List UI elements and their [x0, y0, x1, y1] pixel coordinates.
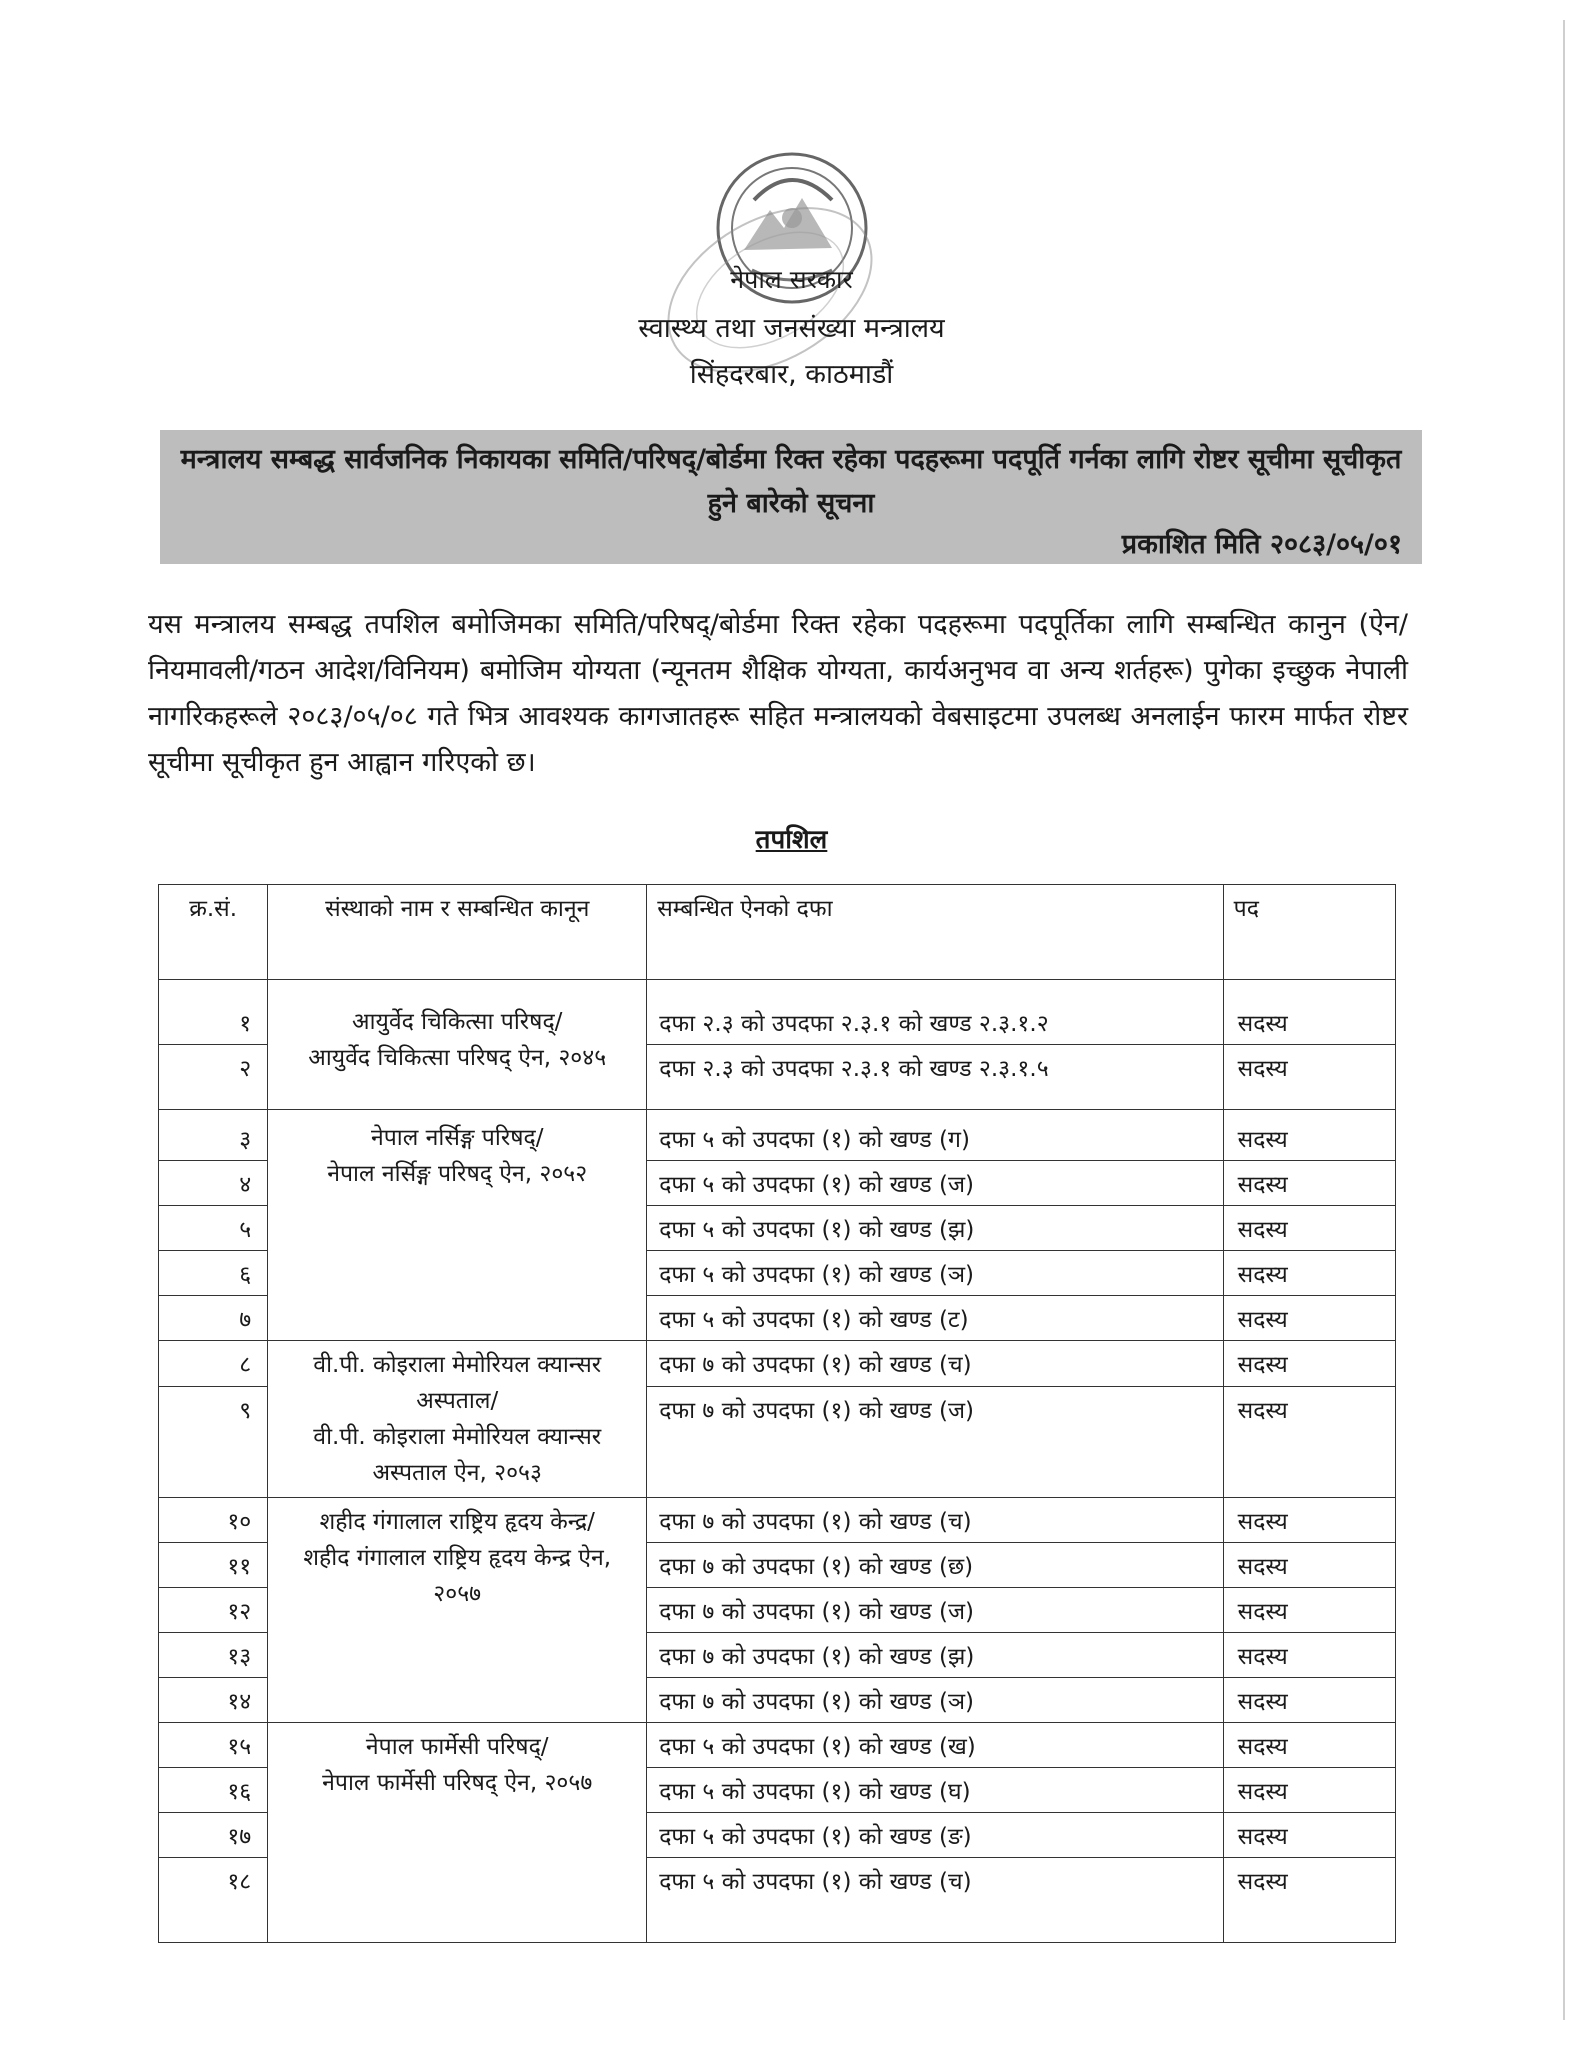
ministry-address: सिंहदरबार, काठमाडौं [689, 359, 894, 390]
organization-line: वी.पी. कोइराला मेमोरियल क्यान्सर [313, 1424, 602, 1450]
row-serial-number: १५ [159, 1723, 268, 1768]
row-serial-number: २ [159, 1045, 268, 1110]
organization-cell [268, 1723, 647, 1943]
row-serial-number: १० [159, 1498, 268, 1543]
row-serial-number: १७ [159, 1813, 268, 1858]
row-serial-number: १४ [159, 1678, 268, 1723]
section-cell: दफा ५ को उपदफा (१) को खण्ड (ख) [647, 1723, 1223, 1768]
organization-line: शहीद गंगालाल राष्ट्रिय हृदय केन्द्र/ [319, 1509, 595, 1535]
organization-line: आयुर्वेद चिकित्सा परिषद् ऐन, २०४५ [308, 1045, 607, 1071]
organization-line: नेपाल नर्सिङ्ग परिषद्/ [370, 1125, 544, 1151]
header-post: पद [1223, 885, 1395, 980]
section-cell: दफा ५ को उपदफा (१) को खण्ड (ञ) [647, 1251, 1223, 1296]
row-serial-number: १८ [159, 1858, 268, 1943]
row-serial-number: ९ [159, 1387, 268, 1498]
organization-line: नेपाल फार्मेसी परिषद्/ [365, 1734, 549, 1760]
row-serial-number: ६ [159, 1251, 268, 1296]
table-row [159, 980, 1396, 1045]
post-cell: सदस्य [1223, 1251, 1395, 1296]
header-sn: क्र.सं. [159, 885, 268, 980]
ministry-name: स्वास्थ्य तथा जनसंख्या मन्त्रालय [638, 313, 945, 344]
post-cell: सदस्य [1223, 1633, 1395, 1678]
section-cell: दफा ७ को उपदफा (१) को खण्ड (झ) [647, 1633, 1223, 1678]
post-cell: सदस्य [1223, 1498, 1395, 1543]
post-cell: सदस्य [1223, 1161, 1395, 1206]
section-cell: दफा ७ को उपदफा (१) को खण्ड (च) [647, 1341, 1223, 1387]
row-serial-number: १२ [159, 1588, 268, 1633]
row-serial-number: ४ [159, 1161, 268, 1206]
section-cell: दफा ५ को उपदफा (१) को खण्ड (च) [647, 1858, 1223, 1943]
section-cell: दफा ७ को उपदफा (१) को खण्ड (च) [647, 1498, 1223, 1543]
organization-line: अस्पताल/ [416, 1388, 499, 1414]
table-row [159, 1723, 1396, 1768]
organization-cell [268, 1498, 647, 1723]
notice-title: मन्त्रालय सम्बद्ध सार्वजनिक निकायका समिति/परिषद्/बोर्डमा रिक्त रहेका पदहरूमा पदपूर्ति गर्नका लागि रोष्टर सूचीमा सूचीकृत हुने बारेको सूचना [180, 444, 1402, 519]
section-cell: दफा ५ को उपदफा (१) को खण्ड (घ) [647, 1768, 1223, 1813]
table-header-row [159, 885, 1396, 980]
post-cell: सदस्य [1223, 1723, 1395, 1768]
section-cell: दफा ५ को उपदफा (१) को खण्ड (ङ) [647, 1813, 1223, 1858]
organization-line: अस्पताल ऐन, २०५३ [372, 1460, 542, 1486]
section-cell: दफा ५ को उपदफा (१) को खण्ड (ग) [647, 1110, 1223, 1161]
section-cell: दफा ५ को उपदफा (१) को खण्ड (ज) [647, 1161, 1223, 1206]
section-cell: दफा २.३ को उपदफा २.३.१ को खण्ड २.३.१.२ [647, 980, 1223, 1045]
post-cell: सदस्य [1223, 1387, 1395, 1498]
organization-line: २०५७ [433, 1581, 482, 1607]
organization-cell [268, 1110, 647, 1341]
section-cell: दफा ७ को उपदफा (१) को खण्ड (ज) [647, 1387, 1223, 1498]
post-cell: सदस्य [1223, 980, 1395, 1045]
organization-line: शहीद गंगालाल राष्ट्रिय हृदय केन्द्र ऐन, [303, 1545, 612, 1571]
post-cell: सदस्य [1223, 1588, 1395, 1633]
post-cell: सदस्य [1223, 1813, 1395, 1858]
section-cell: दफा ५ को उपदफा (१) को खण्ड (ट) [647, 1296, 1223, 1341]
row-serial-number: ७ [159, 1296, 268, 1341]
section-cell: दफा २.३ को उपदफा २.३.१ को खण्ड २.३.१.५ [647, 1045, 1223, 1110]
table-row [159, 1341, 1396, 1387]
organization-cell [268, 1341, 647, 1498]
post-cell: सदस्य [1223, 1678, 1395, 1723]
row-serial-number: १६ [159, 1768, 268, 1813]
roster-table-body [159, 980, 1396, 1943]
roster-table [158, 884, 1396, 1943]
post-cell: सदस्य [1223, 1110, 1395, 1161]
section-cell: दफा ५ को उपदफा (१) को खण्ड (झ) [647, 1206, 1223, 1251]
schedule-title [0, 820, 1583, 856]
section-cell: दफा ७ को उपदफा (१) को खण्ड (छ) [647, 1543, 1223, 1588]
post-cell: सदस्य [1223, 1768, 1395, 1813]
row-serial-number: ८ [159, 1341, 268, 1387]
table-row [159, 1110, 1396, 1161]
government-name: नेपाल सरकार [730, 265, 853, 294]
notice-paragraph: यस मन्त्रालय सम्बद्ध तपशिल बमोजिमका समिति/परिषद्/बोर्डमा रिक्त रहेका पदहरूमा पदपूर्तिका लागि सम्बन्धित कानुन (ऐन/नियमावली/गठन आदेश/विनियम) बमोजिम योग्यता (न्यूनतम शैक्षिक योग्यता, कार्यअनुभव वा अन्य शर्तहरू) पुगेका इच्छुक नेपाली नागरिकहरूले २०८३/०५/०८ गते भित्र आवश्यक कागजातहरू सहित मन्त्रालयको वेबसाइटमा उपलब्ध अनलाईन फारम मार्फत रोष्टर सूचीमा सूचीकृत हुन आह्वान गरिएको छ। [148, 609, 1408, 778]
table-row [159, 1498, 1396, 1543]
post-cell: सदस्य [1223, 1296, 1395, 1341]
row-serial-number: १३ [159, 1633, 268, 1678]
organization-line: आयुर्वेद चिकित्सा परिषद्/ [352, 1009, 563, 1035]
organization-line: नेपाल नर्सिङ्ग परिषद् ऐन, २०५२ [327, 1161, 588, 1187]
notice-banner [160, 430, 1422, 564]
section-cell: दफा ७ को उपदफा (१) को खण्ड (ञ) [647, 1678, 1223, 1723]
published-date: प्रकाशित मिति २०८३/०५/०१ [1121, 529, 1402, 560]
header-section: सम्बन्धित ऐनको दफा [647, 885, 1223, 980]
section-cell: दफा ७ को उपदफा (१) को खण्ड (ज) [647, 1588, 1223, 1633]
organization-line: वी.पी. कोइराला मेमोरियल क्यान्सर [313, 1352, 602, 1378]
post-cell: सदस्य [1223, 1341, 1395, 1387]
post-cell: सदस्य [1223, 1858, 1395, 1943]
header-organization: संस्थाको नाम र सम्बन्धित कानून [268, 885, 647, 980]
post-cell: सदस्य [1223, 1543, 1395, 1588]
row-serial-number: १ [159, 980, 268, 1045]
schedule-title-text: तपशिल [755, 825, 828, 855]
organization-line: नेपाल फार्मेसी परिषद् ऐन, २०५७ [322, 1770, 593, 1796]
row-serial-number: ३ [159, 1110, 268, 1161]
row-serial-number: ५ [159, 1206, 268, 1251]
post-cell: सदस्य [1223, 1206, 1395, 1251]
row-serial-number: ११ [159, 1543, 268, 1588]
post-cell: सदस्य [1223, 1045, 1395, 1110]
organization-cell [268, 980, 647, 1110]
